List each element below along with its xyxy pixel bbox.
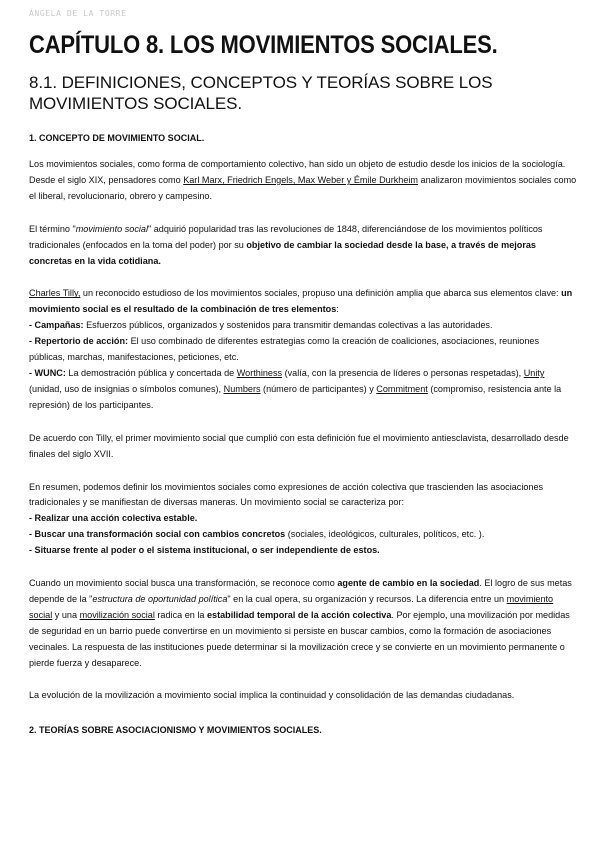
paragraph-term: El término "movimiento social" adquirió popularidad tras las revoluciones de 1848, diferenciándose de los movimientos políticos tradicionales (enfocados en la toma del poder) por su objetivo de cambiar la sociedad desde la base, a través de mejoras concretas en la vida cotidiana. [29,223,543,266]
paragraph-summary: En resumen, podemos definir los movimientos sociales como expresiones de acción colectiva que trascienden las asociaciones tradicionales y se manifiestan de diversas maneras. Un movimiento social se caracteriza por: - Realizar una acción colectiva estable. - Buscar una transformación social con cambios concretos (sociales, ideológicos, culturales, políticos, etc. ). - Situarse frente al poder o el sistema institucional, o ser independiente de estos. [29,481,544,556]
paragraph-tilly: Charles Tilly, un reconocido estudioso de los movimientos sociales, propuso una definición amplia que abarca sus elementos clave: un movimiento social es el resultado de la combinación de tres elementos: - Campañas: Esfuerzos públicos, organizados y sostenidos para transmitir demandas colectivas a las autoridades. - Repertorio de acción: El uso combinado de diferentes estrategias como la creación de coaliciones, asociaciones, reuniones públicas, marchas, manifestaciones, peticiones, etc. - WUNC: La demostración pública y concertada de Worthiness (valía, con la presencia de líderes o personas respetadas), Unity (unidad, uso de insignias o símbolos comunes), Numbers (número de participantes) y Commitment (compromiso, resistencia ante la represión) de los participantes. [29,288,573,410]
watermark: ÁNGELA DE LA TORRE [29,9,127,18]
subsection-heading-2: 2. TEORÍAS SOBRE ASOCIACIONISMO Y MOVIMIENTOS SOCIALES. [29,725,322,736]
subsection-heading-1: 1. CONCEPTO DE MOVIMIENTO SOCIAL. [29,133,205,143]
document-body [29,30,577,736]
section-title: 8.1. DEFINICIONES, CONCEPTOS Y TEORÍAS SOBRE LOS MOVIMIENTOS SOCIALES. [29,73,493,113]
paragraph-agent: Cuando un movimiento social busca una transformación, se reconoce como agente de cambio en la sociedad. El logro de sus metas depende de la "estructura de oportunidad política" en la cual opera, su organización y recursos. La diferencia entre un movimiento social y una movilización social radica en la estabilidad temporal de la acción colectiva. Por ejemplo, una movilización por medidas de seguridad en un barrio puede convertirse en un movimiento si persiste en buscar cambios, como la formación de asociaciones vecinales. La respuesta de las instituciones puede determinar si la movilización crece y se convierte en un movimiento permanente o pierde fuerza y desaparece. [29,578,572,668]
chapter-title: CAPÍTULO 8. LOS MOVIMIENTOS SOCIALES. [29,31,498,59]
paragraph-evolution: La evolución de la movilización a movimiento social implica la continuidad y consolidación de las demandas ciudadanas. [29,690,515,701]
paragraph-antislavery: De acuerdo con Tilly, el primer movimiento social que cumplió con esta definición fue el movimiento antiesclavista, desarrollado desde finales del siglo XVII. [29,432,569,459]
authors-link: Karl Marx, Friedrich Engels, Max Weber y Émile Durkheim [183,174,419,185]
tilly-link: Charles Tilly, [29,288,81,299]
paragraph-intro: Los movimientos sociales, como forma de comportamiento colectivo, han sido un objeto de estudio desde los inicios de la sociología. Desde el siglo XIX, pensadores como Karl Marx, Friedrich Engels, Max Weber y Émile Durkheim analizaron movimientos sociales como el liberal, revolucionario, obrero y campesino. [29,159,577,201]
